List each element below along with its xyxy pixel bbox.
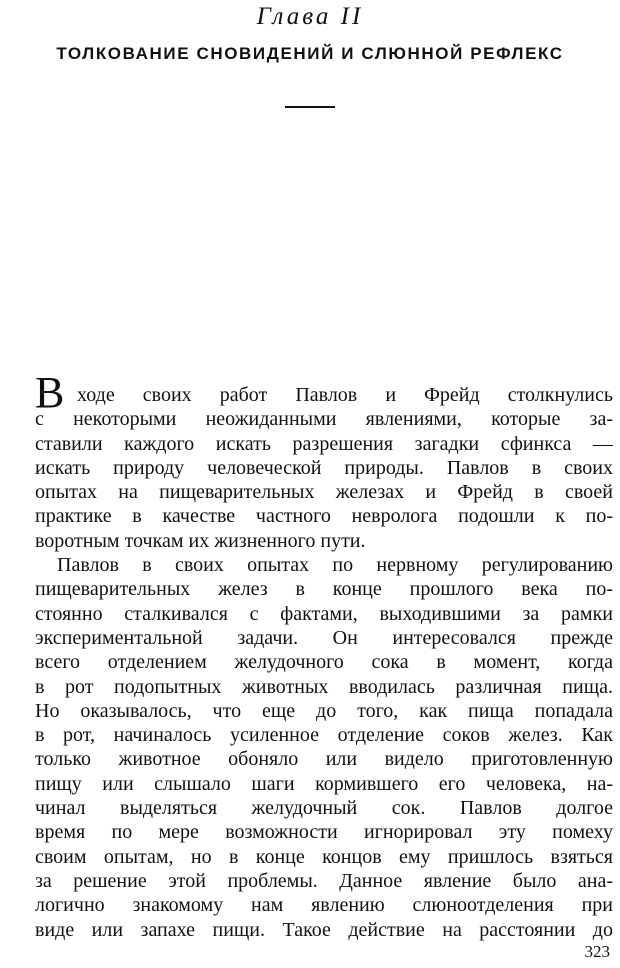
paragraph-2-line: чинал выделяться желудочный сок. Павлов долгое — [35, 797, 613, 820]
paragraph-2-line: стоянно сталкивался с фактами, выходившими за рамки — [35, 602, 613, 625]
title-divider — [285, 106, 335, 108]
paragraph-2-line: Павлов в своих опытах по нервному регулированию — [57, 554, 613, 577]
paragraph-1-line: практике в качестве частного невролога подошли к по- — [35, 505, 613, 528]
paragraph-1-line: искать природу человеческой природы. Павлов в своих — [35, 456, 613, 479]
paragraph-2-line: пищеварительных желез в конце прошлого века по- — [35, 578, 613, 601]
paragraph-1-line: В ходе своих работ Павлов и Фрейд столкнулись — [35, 368, 613, 417]
drop-cap: В — [35, 368, 65, 417]
chapter-label: Глава II — [256, 3, 364, 30]
paragraph-2-line: за решение этой проблемы. Данное явление было ана- — [35, 869, 613, 892]
paragraph-2-line: виде или запахе пищи. Такое действие на расстоянии до — [35, 918, 613, 941]
body-text — [35, 368, 613, 942]
page-number: 323 — [584, 942, 610, 961]
paragraph-2-line: всего отделением желудочного сока в момент, когда — [35, 651, 613, 674]
paragraph-2-line: своим опытам, но в конце концов ему пришлось взяться — [35, 845, 613, 868]
paragraph-2-line: пищу или слышало шаги кормившего его человека, на- — [35, 772, 613, 795]
paragraph-2-line: время по мере возможности игнорировал эту помеху — [35, 821, 613, 844]
paragraph-1-line: опытах на пищеварительных железах и Фрейд в своей — [35, 481, 613, 504]
paragraph-2-line: в рот подопытных животных вводилась различная пища. — [35, 675, 613, 698]
paragraph-2-line: логично знакомому нам явлению слюноотделения при — [35, 894, 613, 917]
paragraph-2-line: Но оказывалось, что еще до того, как пища попадала — [35, 699, 613, 722]
paragraph-2-line: экспериментальной задачи. Он интересовался прежде — [35, 626, 613, 649]
paragraph-2-line: только животное обоняло или видело приготовленную — [35, 748, 613, 771]
paragraph-1-line: с некоторыми неожиданными явлениями, которые за- — [35, 408, 613, 431]
chapter-title: ТОЛКОВАНИЕ СНОВИДЕНИЙ И СЛЮННОЙ РЕФЛЕКС — [56, 44, 564, 63]
paragraph-2-line: в рот, начиналось усиленное отделение соков желез. Как — [35, 724, 613, 747]
paragraph-1-line: воротным точкам их жизненного пути. — [35, 529, 366, 552]
paragraph-1-line: ставили каждого искать разрешения загадки сфинкса — — [35, 432, 613, 455]
